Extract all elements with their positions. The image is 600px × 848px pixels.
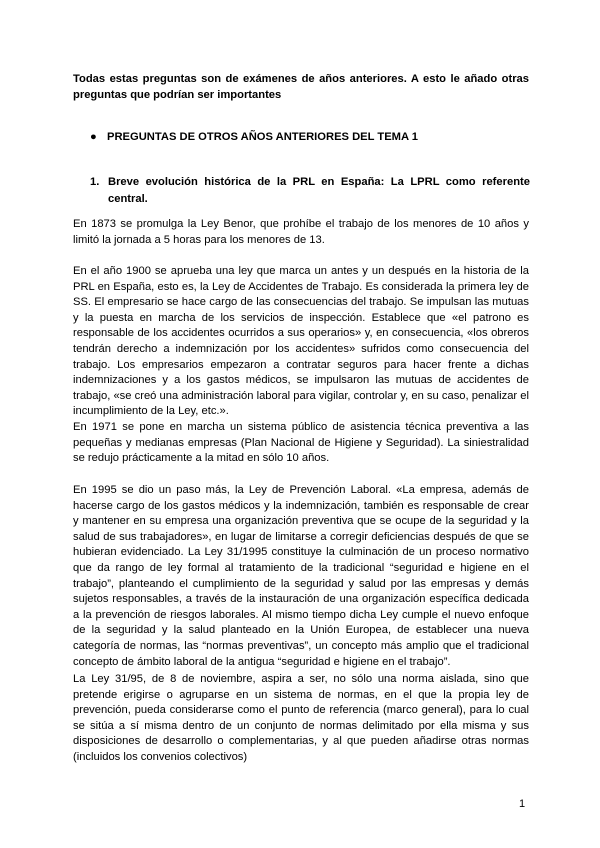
section-heading: PREGUNTAS DE OTROS AÑOS ANTERIORES DEL TEMA 1 [107,131,418,143]
paragraph-1900: En el año 1900 se aprueba una ley que marca un antes y un después en la historia de la PRL en España, esto es, la Ley de Accidentes de Trabajo. Es considerada la primera ley de SS. El empresario se hace cargo de las consecuencias del trabajo. Se impulsan las mutuas y la puesta en marcha de los servicios de inspección. Establece que «el patrono es responsable de los accidentes ocurridos a sus operarios» y, en consecuencia, «los obreros tendrán derecho a indemnización por los accidentes» sufridos como consecuencia del trabajo. Los empresarios empezaron a contratar seguros para hacer frente a dichas indemnizaciones y a los gastos médicos, se impulsaron las mutuas de accidentes de trabajo, «se creó una administración laboral para vigilar, controlar y, en su caso, penalizar el incumplimiento de la Ley, etc.». [73,265,529,418]
question-text: Breve evolución histórica de la PRL en España: La LPRL como referente central. [108,176,530,205]
question-number: 1. [90,176,100,188]
page-number: 1 [519,798,526,810]
paragraph-1971: En 1971 se pone en marcha un sistema público de asistencia técnica preventiva a las pequeñas y medianas empresas (Plan Nacional de Higiene y Seguridad). La siniestralidad se redujo prácticamente a la mitad en sólo 10 años. [73,421,529,465]
paragraph-1995: En 1995 se dio un paso más, la Ley de Prevención Laboral. «La empresa, además de hacerse cargo de los gastos médicos y la indemnización, también es responsable de crear y mantener en su empresa una organización preventiva que se ocupe de la seguridad y la salud de sus trabajadores», en lugar de limitarse a corregir deficiencias después de que se hubieran evidenciado. La Ley 31/1995 constituye la culminación de un proceso normativo que da rango de ley formal al tratamiento de la tradicional “seguridad e higiene en el trabajo”, planteando el cumplimiento de la seguridad y salud por las empresas y demás sujetos responsables, a través de la instauración de una organización específica dedicada a la prevención de riesgos laborales. Al mismo tiempo dicha Ley cumple el nuevo enfoque de la seguridad y la salud planteado en la Unión Europea, de establecer una nueva categoría de normas, las “normas preventivas”, un concepto más amplio que el tradicional concepto de ámbito laboral de la antigua “seguridad e higiene en el trabajo”. [73,484,529,668]
paragraph-1873: En 1873 se promulga la Ley Benor, que prohíbe el trabajo de los menores de 10 años y limitó la jornada a 5 horas para los menores de 13. [73,218,529,246]
intro-note: Todas estas preguntas son de exámenes de años anteriores. A esto le añado otras preguntas que podrían ser importantes [73,73,529,101]
paragraph-ley-31-95: La Ley 31/95, de 8 de noviembre, aspira a ser, no sólo una norma aislada, sino que pretende erigirse o agruparse en un sistema de normas, en el que la propia ley de prevención, pueda considerarse como el punto de referencia (marco general), para lo cual se sitúa a sí misma dentro de un conjunto de normas delimitado por ella misma y sus disposiciones de desarrollo o complementarias, y al que pueden añadirse otras normas (incluidos los convenios colectivos) [73,673,529,763]
bullet-icon: ● [90,131,97,143]
